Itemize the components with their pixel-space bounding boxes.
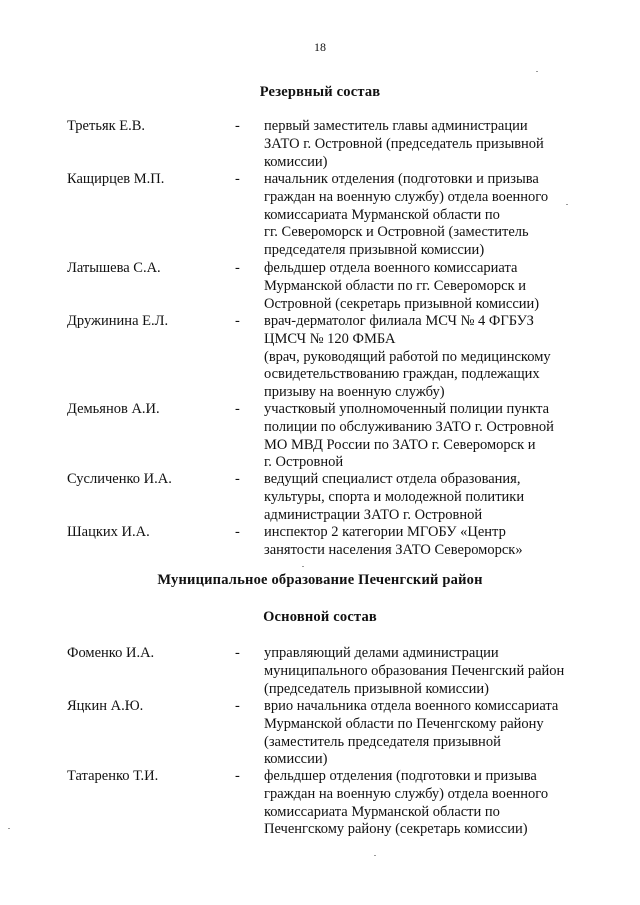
role-line: (врач, руководящий работой по медицинскому — [264, 348, 551, 365]
section-heading-municipality: Муниципальное образование Печенгский район — [157, 572, 483, 588]
scan-speck — [536, 71, 538, 72]
role-line: фельдшер отделения (подготовки и призыва — [264, 768, 537, 784]
role-line: фельдшер отдела военного комиссариата — [264, 260, 518, 276]
role-line: комиссариата Мурманской области по — [264, 803, 500, 820]
member-role — [264, 645, 594, 698]
dash-separator: - — [235, 313, 240, 329]
dash-separator: - — [235, 768, 240, 784]
member-role — [264, 401, 594, 472]
dash-separator: - — [235, 698, 240, 714]
member-name: Дружинина Е.Л. — [67, 313, 169, 329]
dash-separator: - — [235, 118, 240, 134]
role-line: Печенгскому району (секретарь комиссии) — [264, 821, 528, 838]
role-line: председателя призывной комиссии) — [264, 242, 485, 259]
page-number: 18 — [314, 40, 326, 54]
role-line: ЗАТО г. Островной (председатель призывной — [264, 135, 544, 152]
role-line: ведущий специалист отдела образования, — [264, 471, 521, 487]
dash-separator: - — [235, 524, 240, 540]
role-line: администрации ЗАТО г. Островной — [264, 506, 483, 523]
scan-speck — [302, 566, 304, 567]
role-line: врач-дерматолог филиала МСЧ № 4 ФГБУЗ — [264, 313, 534, 329]
role-line: культуры, спорта и молодежной политики — [264, 488, 525, 505]
member-role — [264, 118, 594, 171]
scan-speck — [374, 855, 376, 856]
role-line: граждан на военную службу) отдела военного — [264, 188, 549, 205]
role-line: ЦМСЧ № 120 ФМБА — [264, 330, 396, 347]
role-line: освидетельствованию граждан, подлежащих — [264, 366, 540, 383]
member-name: Кащирцев М.П. — [67, 171, 165, 187]
member-role — [264, 471, 594, 524]
member-role — [264, 171, 594, 260]
role-line: гг. Североморск и Островной (заместитель — [264, 224, 529, 241]
member-name: Яцкин А.Ю. — [67, 698, 144, 714]
section-heading-reserve: Резервный состав — [259, 84, 381, 100]
member-role — [264, 313, 594, 402]
role-line: комиссии) — [264, 751, 328, 768]
role-line: Островной (секретарь призывной комиссии) — [264, 295, 540, 312]
role-line: занятости населения ЗАТО Североморск» — [264, 541, 523, 558]
dash-separator: - — [235, 645, 240, 661]
member-name: Сусличенко И.А. — [67, 471, 172, 487]
role-line: г. Островной — [264, 454, 344, 471]
scan-speck — [8, 828, 10, 829]
dash-separator: - — [235, 260, 240, 276]
role-line: комиссариата Мурманской области по — [264, 206, 500, 223]
member-role — [264, 524, 594, 560]
role-line: муниципального образования Печенгский район — [264, 662, 565, 679]
member-name: Третьяк Е.В. — [67, 118, 146, 134]
role-line: Мурманской области по гг. Североморск и — [264, 277, 526, 294]
role-line: Мурманской области по Печенгскому району — [264, 715, 544, 732]
role-line: (председатель призывной комиссии) — [264, 680, 489, 697]
member-name: Шацких И.А. — [67, 524, 150, 540]
role-line: граждан на военную службу) отдела военного — [264, 785, 549, 802]
role-line: управляющий делами администрации — [264, 645, 499, 661]
role-line: комиссии) — [264, 153, 328, 170]
member-name: Латышева С.А. — [67, 260, 161, 276]
member-name: Татаренко Т.И. — [67, 768, 159, 784]
member-role — [264, 260, 594, 313]
role-line: полиции по обслуживанию ЗАТО г. Островной — [264, 418, 554, 435]
role-line: начальник отделения (подготовки и призыва — [264, 171, 539, 187]
role-line: участковый уполномоченный полиции пункта — [264, 401, 550, 417]
role-line: врио начальника отдела военного комиссариата — [264, 698, 559, 714]
member-name: Фоменко И.А. — [67, 645, 155, 661]
member-name: Демьянов А.И. — [67, 401, 160, 417]
section-heading-main: Основной состав — [263, 609, 377, 625]
role-line: (заместитель председателя призывной — [264, 733, 501, 750]
member-role — [264, 698, 594, 769]
member-role — [264, 768, 594, 839]
role-line: МО МВД России по ЗАТО г. Североморск и — [264, 436, 536, 453]
role-line: первый заместитель главы администрации — [264, 118, 528, 134]
dash-separator: - — [235, 471, 240, 487]
scan-speck — [566, 204, 568, 205]
role-line: призыву на военную службу) — [264, 384, 445, 401]
dash-separator: - — [235, 401, 240, 417]
role-line: инспектор 2 категории МГОБУ «Центр — [264, 524, 506, 540]
dash-separator: - — [235, 171, 240, 187]
